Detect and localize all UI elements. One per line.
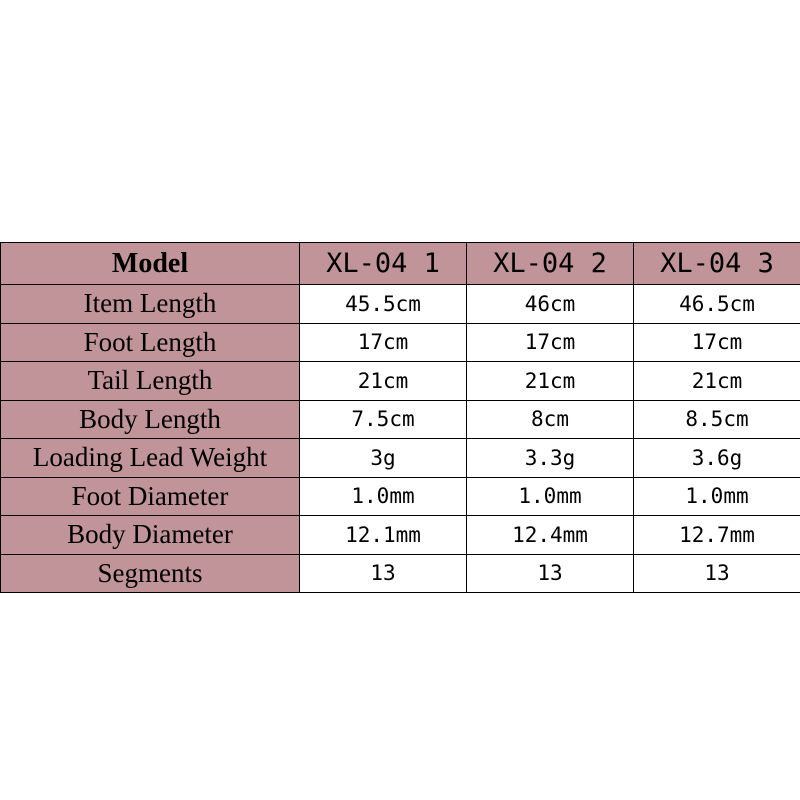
table-row <box>1 400 800 439</box>
header-label-cell: Model <box>1 243 300 285</box>
value-cell: 46cm <box>467 285 634 324</box>
value-cell: 12.7mm <box>634 516 800 555</box>
value-cell: 21cm <box>634 362 800 401</box>
value-cell: 17cm <box>467 323 634 362</box>
row-label: Body Length <box>1 400 300 439</box>
table-row <box>1 516 800 555</box>
table-row <box>1 323 800 362</box>
value-cell: 17cm <box>300 323 467 362</box>
value-cell: 7.5cm <box>300 400 467 439</box>
table-row <box>1 477 800 516</box>
table-row <box>1 285 800 324</box>
row-label: Foot Length <box>1 323 300 362</box>
value-cell: 46.5cm <box>634 285 800 324</box>
row-label: Segments <box>1 554 300 593</box>
row-label: Foot Diameter <box>1 477 300 516</box>
value-cell: 1.0mm <box>300 477 467 516</box>
value-cell: 45.5cm <box>300 285 467 324</box>
value-cell: 1.0mm <box>467 477 634 516</box>
value-cell: 12.1mm <box>300 516 467 555</box>
value-cell: 8.5cm <box>634 400 800 439</box>
value-cell: 13 <box>467 554 634 593</box>
table-row <box>1 362 800 401</box>
table-row <box>1 439 800 478</box>
value-cell: 1.0mm <box>634 477 800 516</box>
value-cell: 17cm <box>634 323 800 362</box>
table-row <box>1 554 800 593</box>
header-row <box>1 243 800 285</box>
row-label: Loading Lead Weight <box>1 439 300 478</box>
header-model-cell: XL-04 1 <box>300 243 467 285</box>
value-cell: 3g <box>300 439 467 478</box>
row-label: Body Diameter <box>1 516 300 555</box>
header-model-cell: XL-04 2 <box>467 243 634 285</box>
value-cell: 8cm <box>467 400 634 439</box>
row-label: Item Length <box>1 285 300 324</box>
value-cell: 21cm <box>300 362 467 401</box>
header-model-cell: XL-04 3 <box>634 243 800 285</box>
value-cell: 13 <box>634 554 800 593</box>
spec-table <box>0 242 800 593</box>
value-cell: 13 <box>300 554 467 593</box>
value-cell: 3.6g <box>634 439 800 478</box>
value-cell: 12.4mm <box>467 516 634 555</box>
value-cell: 3.3g <box>467 439 634 478</box>
row-label: Tail Length <box>1 362 300 401</box>
value-cell: 21cm <box>467 362 634 401</box>
